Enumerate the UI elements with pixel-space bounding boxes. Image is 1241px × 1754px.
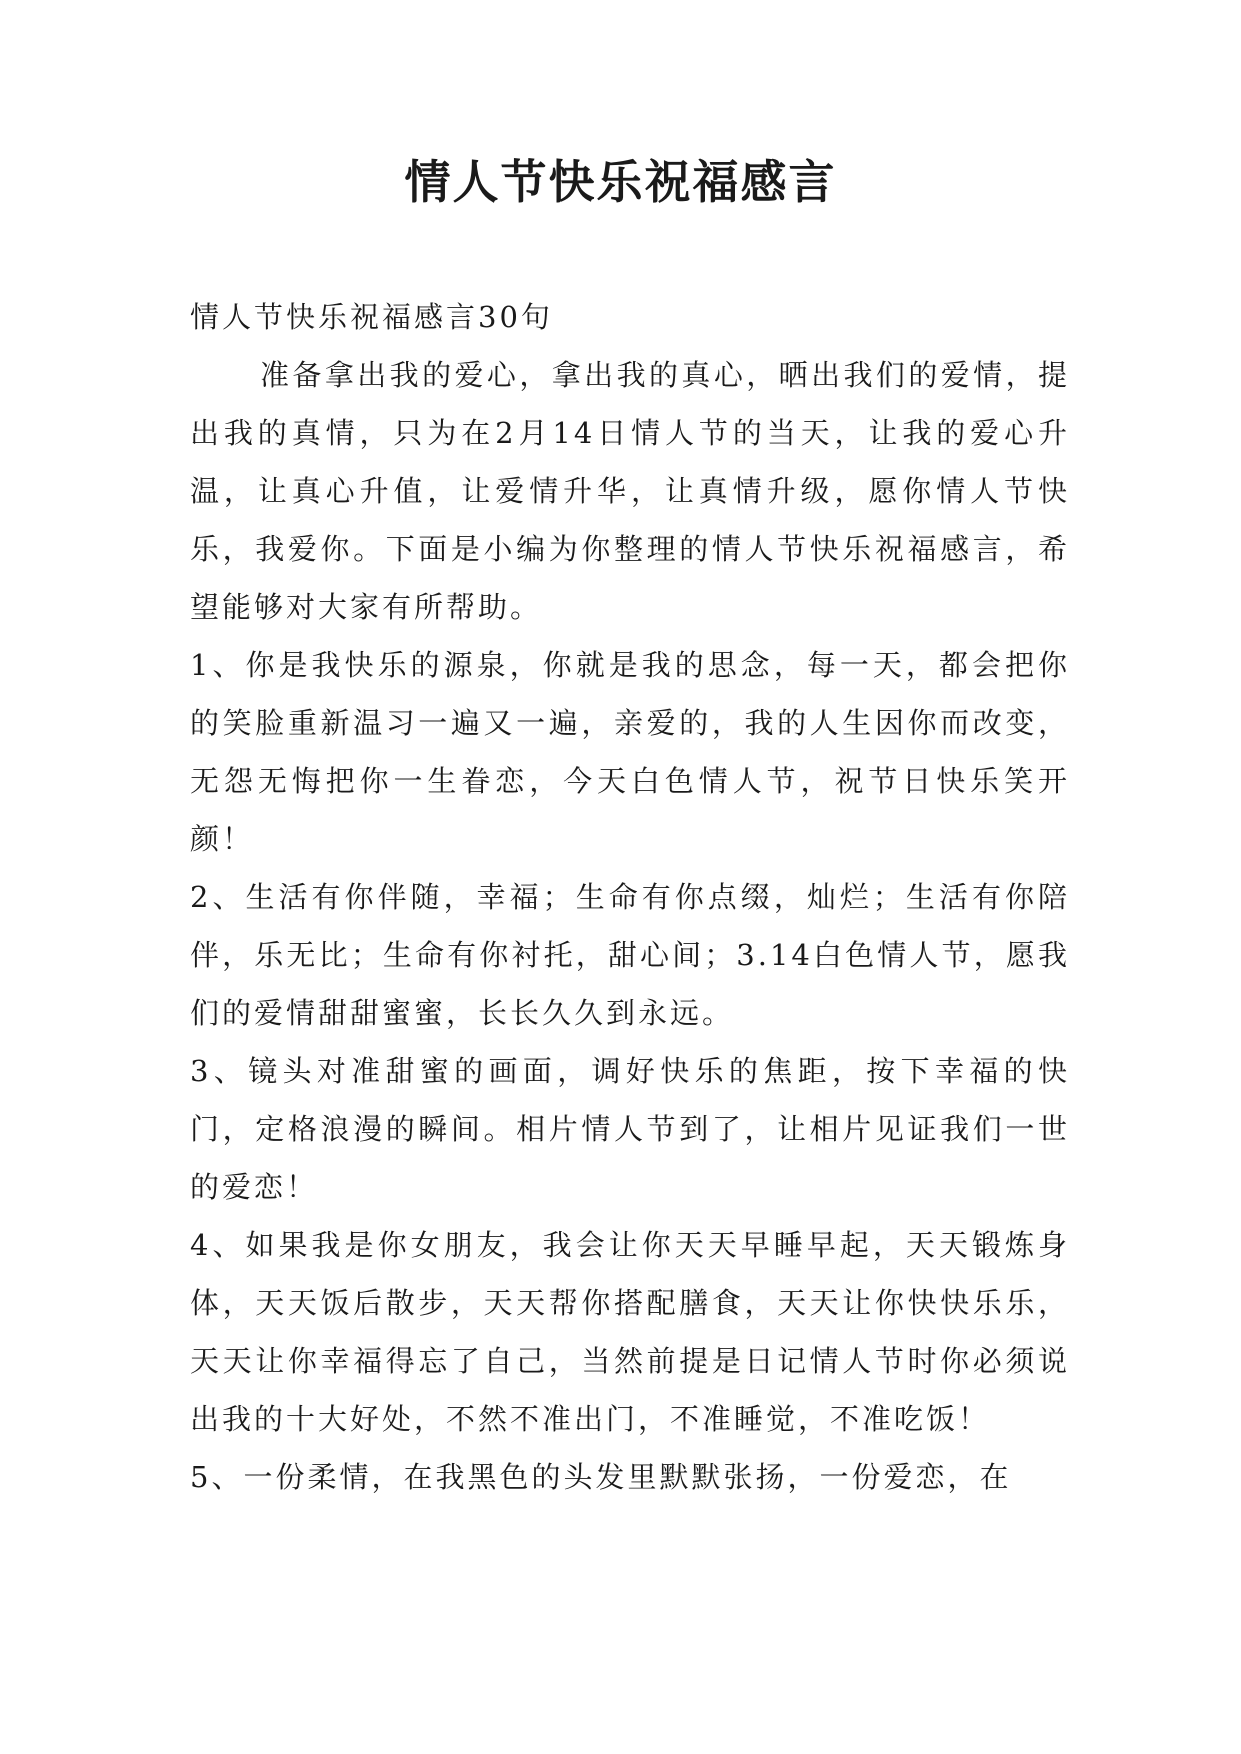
wish-item-2: 2、生活有你伴随，幸福；生命有你点缀，灿烂；生活有你陪伴，乐无比；生命有你衬托，甜心间；3.14白色情人节，愿我们的爱情甜甜蜜蜜，长长久久到永远。 <box>190 880 1070 1030</box>
intro-paragraph: 准备拿出我的爱心，拿出我的真心，晒出我们的爱情，提出我的真情，只为在2月14日情人节的当天，让我的爱心升温，让真心升值，让爱情升华，让真情升级，愿你情人节快乐，我爱你。下面是小编为你整理的情人节快乐祝福感言，希望能够对大家有所帮助。 <box>190 358 1070 624</box>
document-subtitle: 情人节快乐祝福感言30句 <box>190 300 553 334</box>
document-body <box>190 288 1070 1506</box>
wish-item-4: 4、如果我是你女朋友，我会让你天天早睡早起，天天锻炼身体，天天饭后散步，天天帮你搭配膳食，天天让你快快乐乐，天天让你幸福得忘了自己，当然前提是日记情人节时你必须说出我的十大好处，不然不准出门，不准睡觉，不准吃饭！ <box>190 1228 1070 1436</box>
document-title: 情人节快乐祝福感言 <box>404 155 837 209</box>
wish-item-5: 5、一份柔情，在我黑色的头发里默默张扬，一份爱恋，在 <box>190 1460 1012 1494</box>
wish-item-3: 3、镜头对准甜蜜的画面，调好快乐的焦距，按下幸福的快门，定格浪漫的瞬间。相片情人节到了，让相片见证我们一世的爱恋！ <box>190 1054 1070 1204</box>
wish-item-1: 1、你是我快乐的源泉，你就是我的思念，每一天，都会把你的笑脸重新温习一遍又一遍，亲爱的，我的人生因你而改变，无怨无悔把你一生眷恋，今天白色情人节，祝节日快乐笑开颜！ <box>190 648 1070 856</box>
